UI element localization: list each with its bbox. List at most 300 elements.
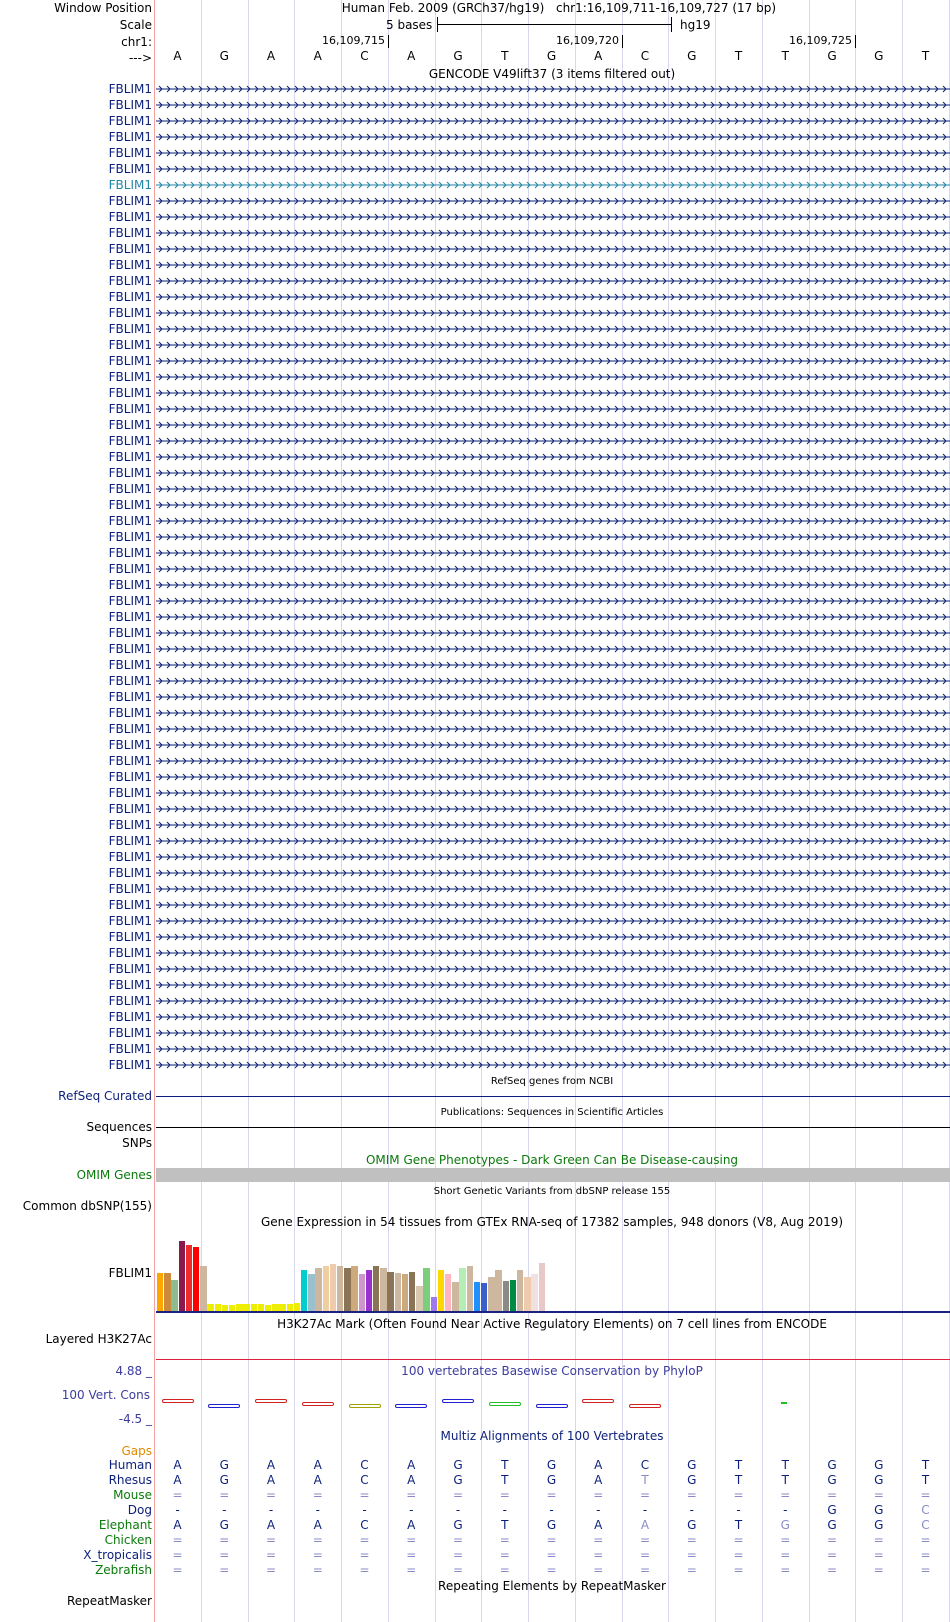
gencode-gene-label[interactable]: FBLIM1 <box>108 354 152 368</box>
multiz-base: = <box>873 1533 884 1547</box>
dbsnp-track-label[interactable]: Common dbSNP(155) <box>22 1199 152 1213</box>
gencode-gene-label[interactable]: FBLIM1 <box>108 562 152 576</box>
gencode-transcript[interactable] <box>156 148 950 158</box>
gencode-gene-label[interactable]: FBLIM1 <box>108 962 152 976</box>
gtex-tissue-bar[interactable] <box>373 1266 379 1311</box>
gencode-transcript[interactable] <box>156 244 950 254</box>
multiz-base: = <box>499 1548 510 1562</box>
gtex-tissue-bar[interactable] <box>387 1272 393 1311</box>
gtex-tissue-bar[interactable] <box>517 1270 523 1311</box>
gencode-gene-label[interactable]: FBLIM1 <box>108 146 152 160</box>
gencode-gene-label[interactable]: FBLIM1 <box>108 546 152 560</box>
gtex-tissue-bar[interactable] <box>272 1304 278 1311</box>
gencode-gene-label[interactable]: FBLIM1 <box>108 898 152 912</box>
gencode-gene-label[interactable]: FBLIM1 <box>108 578 152 592</box>
gencode-gene-label[interactable]: FBLIM1 <box>108 450 152 464</box>
phylop-max-label: 4.88 _ <box>115 1364 152 1378</box>
gencode-transcript[interactable] <box>156 996 950 1006</box>
gtex-tissue-bar[interactable] <box>243 1304 249 1311</box>
gencode-transcript[interactable] <box>156 676 950 686</box>
multiz-base: G <box>874 1473 884 1487</box>
gtex-tissue-bar[interactable] <box>431 1297 437 1311</box>
omim-track-label[interactable]: OMIM Genes <box>76 1168 152 1182</box>
multiz-base: = <box>733 1488 744 1502</box>
multiz-base: = <box>920 1533 931 1547</box>
gencode-gene-label[interactable]: FBLIM1 <box>108 226 152 240</box>
multiz-base: = <box>639 1548 651 1562</box>
ruler-tick <box>622 35 623 48</box>
pubs-snps-label[interactable]: SNPs <box>122 1136 152 1150</box>
gencode-gene-label[interactable]: FBLIM1 <box>108 1058 152 1072</box>
rmsk-track-label[interactable]: RepeatMasker <box>66 1594 152 1608</box>
multiz-base: = <box>406 1548 417 1562</box>
gencode-transcript[interactable] <box>156 116 950 126</box>
gencode-transcript[interactable] <box>156 468 950 478</box>
gtex-tissue-bar[interactable] <box>344 1268 350 1311</box>
gencode-transcript[interactable] <box>156 1044 950 1054</box>
multiz-base: A <box>594 1473 603 1487</box>
multiz-base: C <box>921 1503 930 1517</box>
base-letter: C <box>360 49 369 63</box>
gtex-tissue-bar[interactable] <box>251 1304 257 1311</box>
gencode-transcript[interactable] <box>156 788 950 798</box>
multiz-base: = <box>593 1548 604 1562</box>
multiz-base: = <box>172 1488 183 1502</box>
gencode-transcript[interactable] <box>156 724 950 734</box>
gencode-transcript[interactable] <box>156 852 950 862</box>
multiz-base: G <box>874 1503 884 1517</box>
multiz-base: G <box>687 1473 697 1487</box>
h3k27ac-track-label[interactable]: Layered H3K27Ac <box>45 1332 152 1346</box>
gencode-transcript[interactable] <box>156 1060 950 1070</box>
gencode-gene-label[interactable]: FBLIM1 <box>108 530 152 544</box>
multiz-base: = <box>406 1533 417 1547</box>
gencode-transcript[interactable] <box>156 932 950 942</box>
multiz-base: = <box>219 1488 230 1502</box>
gtex-tissue-bar[interactable] <box>315 1268 321 1311</box>
gtex-tissue-bar[interactable] <box>524 1277 530 1311</box>
gencode-transcript[interactable] <box>156 820 950 830</box>
gencode-gene-label[interactable]: FBLIM1 <box>108 466 152 480</box>
gencode-transcript[interactable] <box>156 580 950 590</box>
multiz-base: = <box>780 1488 791 1502</box>
multiz-base: G <box>546 1518 557 1532</box>
ruler-number: 16,109,720 <box>556 34 619 47</box>
gencode-transcript[interactable] <box>156 708 950 718</box>
gencode-gene-label[interactable]: FBLIM1 <box>108 1026 152 1040</box>
dbsnp-track-title: Short Genetic Variants from dbSNP release 155 <box>433 1186 671 1197</box>
ruler-number: 16,109,725 <box>789 34 852 47</box>
gtex-tissue-bar[interactable] <box>510 1280 516 1311</box>
multiz-base: T <box>781 1473 789 1487</box>
gtex-tissue-bar[interactable] <box>323 1266 329 1311</box>
gencode-gene-label[interactable]: FBLIM1 <box>108 322 152 336</box>
base-letter: G <box>219 49 229 63</box>
gencode-gene-label[interactable]: FBLIM1 <box>108 482 152 496</box>
multiz-base: A <box>594 1518 603 1532</box>
multiz-track-title: Multiz Alignments of 100 Vertebrates <box>440 1429 664 1443</box>
rmsk-track-title: Repeating Elements by RepeatMasker <box>438 1579 666 1593</box>
gencode-gene-label[interactable]: FBLIM1 <box>108 370 152 384</box>
gencode-gene-label[interactable]: FBLIM1 <box>108 850 152 864</box>
multiz-base: = <box>406 1488 417 1502</box>
gencode-transcript[interactable] <box>156 564 950 574</box>
gencode-gene-label[interactable]: FBLIM1 <box>108 498 152 512</box>
gencode-gene-label[interactable]: FBLIM1 <box>108 274 152 288</box>
multiz-base: - <box>268 1503 274 1517</box>
gtex-tissue-bar[interactable] <box>481 1283 487 1311</box>
gtex-tissue-bar[interactable] <box>495 1270 501 1311</box>
multiz-base: = <box>499 1563 510 1577</box>
multiz-base: A <box>266 1518 276 1532</box>
multiz-base: T <box>501 1518 509 1532</box>
multiz-gaps-label[interactable]: Gaps <box>121 1444 152 1458</box>
gencode-gene-label[interactable]: FBLIM1 <box>108 882 152 896</box>
multiz-species-label[interactable]: Mouse <box>113 1488 152 1502</box>
multiz-base: = <box>452 1533 464 1547</box>
multiz-base: A <box>266 1473 276 1487</box>
multiz-base: = <box>686 1563 697 1577</box>
base-letter: T <box>734 49 743 63</box>
multiz-base: T <box>734 1518 743 1532</box>
multiz-base: = <box>359 1533 370 1547</box>
pubs-track-label[interactable]: Sequences <box>86 1120 152 1134</box>
base-letter: T <box>781 49 789 63</box>
gencode-transcript[interactable] <box>156 100 950 110</box>
multiz-base: A <box>407 1473 416 1487</box>
multiz-base: = <box>359 1488 370 1502</box>
gencode-transcript[interactable] <box>156 484 950 494</box>
gencode-transcript[interactable] <box>156 948 950 958</box>
gencode-gene-label[interactable]: FBLIM1 <box>108 994 152 1008</box>
gencode-transcript[interactable] <box>156 324 950 334</box>
gencode-transcript[interactable] <box>156 884 950 894</box>
gtex-tissue-bar[interactable] <box>452 1282 458 1311</box>
gencode-gene-label[interactable]: FBLIM1 <box>108 338 152 352</box>
multiz-base: - <box>502 1503 507 1517</box>
gencode-transcript[interactable] <box>156 900 950 910</box>
multiz-species-label[interactable]: Zebrafish <box>95 1563 152 1577</box>
gtex-tissue-bar[interactable] <box>330 1264 336 1311</box>
multiz-base: = <box>219 1548 230 1562</box>
gtex-tissue-bar[interactable] <box>179 1241 185 1311</box>
multiz-base: - <box>222 1503 227 1517</box>
phylop-mark <box>208 1404 240 1408</box>
refseq-gene-line[interactable] <box>156 1096 950 1097</box>
multiz-species-label[interactable]: Elephant <box>98 1518 152 1532</box>
gencode-gene-label[interactable]: FBLIM1 <box>108 978 152 992</box>
gencode-gene-label[interactable]: FBLIM1 <box>108 290 152 304</box>
multiz-base: = <box>686 1533 697 1547</box>
gencode-gene-label[interactable]: FBLIM1 <box>108 610 152 624</box>
phylop-track-title: 100 vertebrates Basewise Conservation by PhyloP <box>401 1364 703 1378</box>
gtex-tissue-bar[interactable] <box>416 1286 422 1311</box>
gencode-transcript[interactable] <box>156 180 950 190</box>
gtex-tissue-bar[interactable] <box>164 1273 170 1311</box>
gtex-tissue-bar[interactable] <box>366 1270 372 1311</box>
phylop-track-label[interactable]: 100 Vert. Cons <box>61 1388 150 1402</box>
multiz-base: A <box>313 1518 322 1532</box>
db-label: hg19 <box>680 18 711 32</box>
gencode-transcript[interactable] <box>156 964 950 974</box>
multiz-base: T <box>921 1473 930 1487</box>
multiz-base: A <box>173 1458 182 1472</box>
multiz-species-label[interactable]: Rhesus <box>108 1473 152 1487</box>
gencode-transcript[interactable] <box>156 292 950 302</box>
gtex-tissue-bar[interactable] <box>186 1245 192 1311</box>
gencode-transcript[interactable] <box>156 740 950 750</box>
multiz-base: = <box>452 1488 464 1502</box>
gtex-tissue-bar[interactable] <box>294 1303 300 1311</box>
gencode-gene-label[interactable]: FBLIM1 <box>108 594 152 608</box>
gencode-gene-label[interactable]: FBLIM1 <box>108 386 152 400</box>
left-margin-line <box>154 0 155 1622</box>
gencode-gene-label[interactable]: FBLIM1 <box>108 818 152 832</box>
gencode-transcript[interactable] <box>156 372 950 382</box>
gencode-transcript[interactable] <box>156 660 950 670</box>
gencode-transcript[interactable] <box>156 388 950 398</box>
gtex-tissue-bar[interactable] <box>287 1304 293 1311</box>
gtex-tissue-bar[interactable] <box>488 1277 494 1311</box>
multiz-base: A <box>313 1458 322 1472</box>
gtex-tissue-bar[interactable] <box>236 1304 242 1311</box>
gencode-transcript[interactable] <box>156 628 950 638</box>
multiz-species-label[interactable]: Dog <box>127 1503 152 1517</box>
gencode-transcript[interactable] <box>156 260 950 270</box>
gencode-transcript[interactable] <box>156 548 950 558</box>
gencode-transcript[interactable] <box>156 84 950 94</box>
gencode-gene-label[interactable]: FBLIM1 <box>108 866 152 880</box>
gtex-track-title: Gene Expression in 54 tissues from GTEx RNA-seq of 17382 samples, 948 donors (V8, Aug 2019) <box>260 1215 844 1229</box>
phylop-mark <box>781 1402 787 1404</box>
multiz-base: A <box>313 1473 322 1487</box>
gtex-tissue-bar[interactable] <box>359 1274 365 1311</box>
gencode-gene-label[interactable]: FBLIM1 <box>108 1010 152 1024</box>
multiz-base: = <box>265 1533 277 1547</box>
gencode-gene-label[interactable]: FBLIM1 <box>108 706 152 720</box>
gencode-transcript[interactable] <box>156 692 950 702</box>
multiz-base: = <box>826 1488 838 1502</box>
gencode-transcript[interactable] <box>156 756 950 766</box>
phylop-mark <box>162 1399 194 1403</box>
gencode-gene-label[interactable]: FBLIM1 <box>108 722 152 736</box>
gencode-transcript[interactable] <box>156 420 950 430</box>
phylop-mark <box>442 1399 474 1403</box>
gtex-tissue-bar[interactable] <box>395 1273 401 1311</box>
phylop-mark <box>489 1402 521 1406</box>
gtex-tissue-bar[interactable] <box>193 1247 199 1311</box>
gtex-tissue-bar[interactable] <box>539 1263 545 1311</box>
gtex-tissue-bar[interactable] <box>301 1270 307 1311</box>
gencode-gene-label[interactable]: FBLIM1 <box>108 418 152 432</box>
gencode-gene-label[interactable]: FBLIM1 <box>108 834 152 848</box>
gtex-tissue-bar[interactable] <box>215 1304 221 1311</box>
multiz-base: = <box>499 1533 510 1547</box>
multiz-base: C <box>360 1473 369 1487</box>
multiz-base: = <box>219 1533 230 1547</box>
multiz-base: A <box>407 1458 416 1472</box>
multiz-base: A <box>266 1458 276 1472</box>
gencode-gene-label[interactable]: FBLIM1 <box>108 674 152 688</box>
gencode-transcript[interactable] <box>156 436 950 446</box>
multiz-base: = <box>920 1488 931 1502</box>
multiz-base: G <box>546 1473 557 1487</box>
multiz-base: T <box>734 1458 743 1472</box>
gencode-gene-label[interactable]: FBLIM1 <box>108 1042 152 1056</box>
phylop-mark <box>629 1404 661 1408</box>
gtex-tissue-bar[interactable] <box>157 1273 163 1311</box>
gtex-tissue-bar[interactable] <box>474 1282 480 1311</box>
gencode-gene-label[interactable]: FBLIM1 <box>108 258 152 272</box>
gtex-tissue-bar[interactable] <box>503 1281 509 1311</box>
gencode-gene-label[interactable]: FBLIM1 <box>108 914 152 928</box>
gencode-transcript[interactable] <box>156 868 950 878</box>
gtex-tissue-bar[interactable] <box>445 1274 451 1311</box>
gencode-gene-label[interactable]: FBLIM1 <box>108 642 152 656</box>
multiz-base: = <box>686 1488 697 1502</box>
gtex-tissue-bar[interactable] <box>207 1304 213 1311</box>
gencode-transcript[interactable] <box>156 772 950 782</box>
gtex-track-label[interactable]: FBLIM1 <box>108 1266 152 1280</box>
gencode-gene-label[interactable]: FBLIM1 <box>108 114 152 128</box>
multiz-base: = <box>312 1563 323 1577</box>
gencode-gene-label[interactable]: FBLIM1 <box>108 194 152 208</box>
multiz-species-label[interactable]: X_tropicalis <box>83 1548 152 1562</box>
omim-gene-bar[interactable] <box>156 1168 950 1182</box>
gencode-gene-label[interactable]: FBLIM1 <box>108 306 152 320</box>
gencode-gene-label[interactable]: FBLIM1 <box>108 626 152 640</box>
gencode-transcript[interactable] <box>156 596 950 606</box>
gencode-transcript[interactable] <box>156 212 950 222</box>
base-letter: A <box>594 49 603 63</box>
gencode-gene-label[interactable]: FBLIM1 <box>108 178 152 192</box>
gencode-transcript[interactable] <box>156 916 950 926</box>
multiz-base: G <box>453 1473 463 1487</box>
base-letter: A <box>173 49 182 63</box>
gtex-tissue-bar[interactable] <box>308 1274 314 1311</box>
gencode-gene-label[interactable]: FBLIM1 <box>108 786 152 800</box>
multiz-base: - <box>362 1503 367 1517</box>
multiz-base: = <box>546 1548 557 1562</box>
gencode-transcript[interactable] <box>156 132 950 142</box>
multiz-base: G <box>546 1458 557 1472</box>
gencode-gene-label[interactable]: FBLIM1 <box>108 754 152 768</box>
multiz-base: C <box>360 1518 369 1532</box>
multiz-base: = <box>172 1548 183 1562</box>
gencode-gene-label[interactable]: FBLIM1 <box>108 98 152 112</box>
multiz-base: - <box>783 1503 788 1517</box>
gtex-tissue-bar[interactable] <box>467 1266 473 1311</box>
multiz-base: A <box>594 1458 603 1472</box>
gencode-transcript[interactable] <box>156 452 950 462</box>
window-position-label: Window Position <box>54 1 152 15</box>
multiz-base: A <box>173 1473 182 1487</box>
multiz-base: = <box>733 1548 744 1562</box>
assembly-title: Human Feb. 2009 (GRCh37/hg19) <box>341 1 545 15</box>
multiz-species-label[interactable]: Human <box>108 1458 152 1472</box>
gencode-transcript[interactable] <box>156 308 950 318</box>
multiz-base: C <box>360 1458 369 1472</box>
gtex-tissue-bar[interactable] <box>171 1280 177 1311</box>
multiz-base: G <box>219 1473 229 1487</box>
gencode-transcript[interactable] <box>156 404 950 414</box>
gtex-tissue-bar[interactable] <box>409 1272 415 1311</box>
gencode-gene-label[interactable]: FBLIM1 <box>108 210 152 224</box>
gencode-gene-label[interactable]: FBLIM1 <box>108 434 152 448</box>
gencode-gene-label[interactable]: FBLIM1 <box>108 930 152 944</box>
gencode-transcript[interactable] <box>156 1028 950 1038</box>
gencode-transcript[interactable] <box>156 836 950 846</box>
scale-label: Scale <box>119 18 152 32</box>
gencode-transcript[interactable] <box>156 612 950 622</box>
gencode-transcript[interactable] <box>156 340 950 350</box>
gtex-tissue-bar[interactable] <box>459 1268 465 1311</box>
gtex-tissue-bar[interactable] <box>380 1268 386 1311</box>
gtex-tissue-bar[interactable] <box>279 1304 285 1311</box>
gtex-tissue-bar[interactable] <box>351 1266 357 1311</box>
gencode-transcript[interactable] <box>156 516 950 526</box>
multiz-base: - <box>736 1503 741 1517</box>
refseq-track-label[interactable]: RefSeq Curated <box>58 1089 152 1103</box>
gencode-gene-label[interactable]: FBLIM1 <box>108 514 152 528</box>
gencode-transcript[interactable] <box>156 164 950 174</box>
pubs-line[interactable] <box>156 1127 950 1128</box>
gencode-gene-label[interactable]: FBLIM1 <box>108 738 152 752</box>
multiz-base: = <box>172 1533 183 1547</box>
scale-text: 5 bases <box>386 18 433 32</box>
gencode-gene-label[interactable]: FBLIM1 <box>108 82 152 96</box>
gencode-gene-label[interactable]: FBLIM1 <box>108 946 152 960</box>
gencode-gene-label[interactable]: FBLIM1 <box>108 770 152 784</box>
multiz-base: = <box>219 1563 230 1577</box>
gencode-transcript[interactable] <box>156 532 950 542</box>
multiz-base: G <box>874 1458 884 1472</box>
gencode-gene-label[interactable]: FBLIM1 <box>108 162 152 176</box>
gencode-gene-label[interactable]: FBLIM1 <box>108 402 152 416</box>
gencode-transcript[interactable] <box>156 276 950 286</box>
gencode-gene-label[interactable]: FBLIM1 <box>108 242 152 256</box>
gencode-gene-label[interactable]: FBLIM1 <box>108 802 152 816</box>
gtex-tissue-bar[interactable] <box>200 1266 206 1311</box>
gencode-transcript[interactable] <box>156 500 950 510</box>
multiz-base: A <box>173 1518 182 1532</box>
gencode-transcript[interactable] <box>156 980 950 990</box>
gencode-transcript[interactable] <box>156 228 950 238</box>
gencode-gene-label[interactable]: FBLIM1 <box>108 130 152 144</box>
gencode-transcript[interactable] <box>156 1012 950 1022</box>
gencode-gene-label[interactable]: FBLIM1 <box>108 658 152 672</box>
multiz-species-label[interactable]: Chicken <box>104 1533 152 1547</box>
multiz-base: = <box>639 1563 651 1577</box>
gencode-gene-label[interactable]: FBLIM1 <box>108 690 152 704</box>
position-readout: chr1:16,109,711-16,109,727 (17 bp) <box>555 1 777 15</box>
gtex-tissue-bar[interactable] <box>438 1270 444 1311</box>
gtex-tissue-bar[interactable] <box>531 1274 537 1311</box>
multiz-base: T <box>641 1473 649 1487</box>
gtex-tissue-bar[interactable] <box>258 1304 264 1311</box>
multiz-base: = <box>593 1533 604 1547</box>
gencode-transcript[interactable] <box>156 196 950 206</box>
multiz-base: = <box>639 1488 651 1502</box>
gencode-transcript[interactable] <box>156 356 950 366</box>
gencode-transcript[interactable] <box>156 644 950 654</box>
gtex-tissue-bar[interactable] <box>402 1274 408 1311</box>
gencode-transcript[interactable] <box>156 804 950 814</box>
multiz-base: = <box>733 1533 744 1547</box>
gtex-tissue-bar[interactable] <box>423 1268 429 1311</box>
gtex-tissue-bar[interactable] <box>337 1266 343 1311</box>
multiz-base: G <box>219 1518 229 1532</box>
